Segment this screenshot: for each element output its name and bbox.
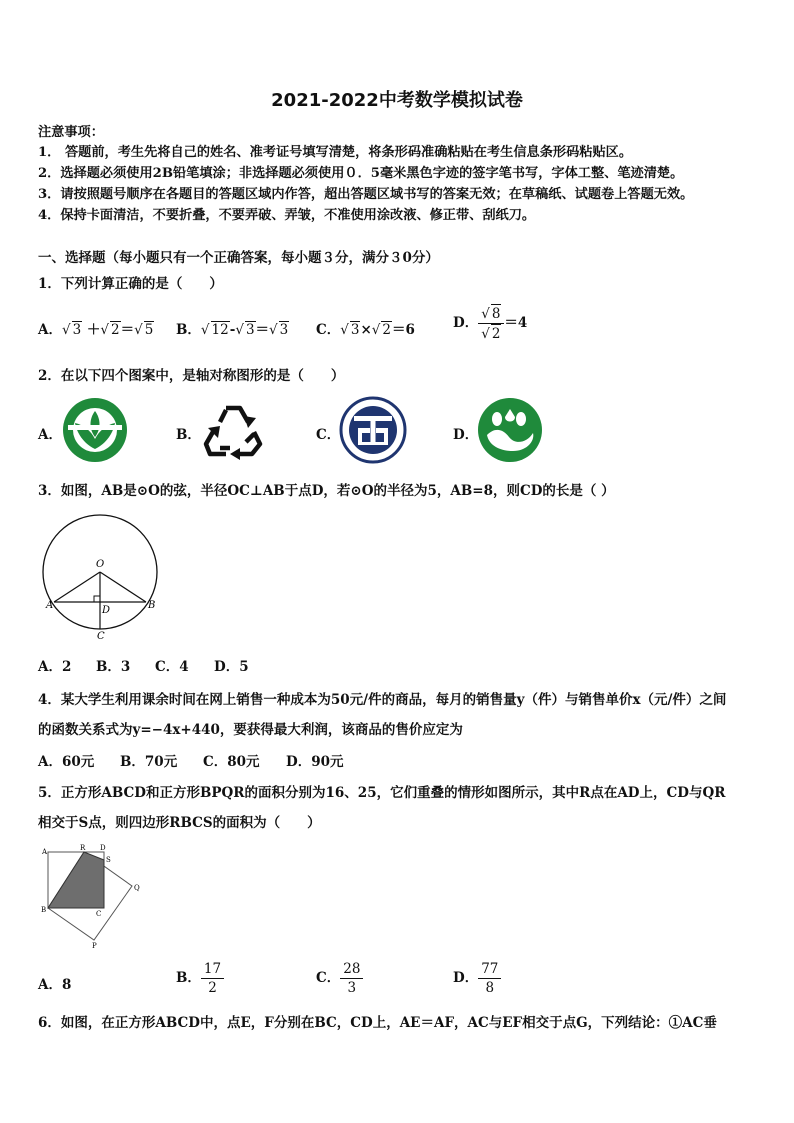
q5-label-d: D — [100, 844, 106, 852]
q3-option-d: D．5 — [214, 659, 249, 675]
recycle-icon — [200, 398, 266, 460]
q5-line-1: 5．正方形ABCD和正方形BPQR的面积分别为16、25，它们重叠的情形如图所示，其中R点在AD上，CD与QR — [38, 785, 726, 801]
notice-item-3: 3．请按照题号顺序在各题目的答题区域内作答，超出答题区域书写的答案无效；在草稿纸、试题卷上答题无效。 — [38, 187, 694, 202]
q3-option-a: A．2 — [38, 659, 72, 675]
q3-option-c: C．4 — [155, 659, 189, 675]
q3-circle-figure — [38, 510, 162, 642]
q2-label-c: C． — [316, 427, 341, 443]
green-food-emblem-icon — [62, 397, 128, 463]
q3-stem: 3．如图，AB是⊙O的弦，半径OC⊥AB于点D，若⊙O的半径为5，AB=8，则CD的长是（ ） — [38, 483, 615, 499]
q5-label-q: Q — [134, 884, 140, 892]
q4-line-2: 的函数关系式为y=−4x+440，要获得最大利润，该商品的售价应定为 — [38, 722, 463, 738]
q4-option-c: C．80元 — [203, 754, 260, 770]
q3-label-d: D — [102, 605, 111, 616]
q3-label-b: B — [148, 600, 156, 611]
notice-item-1: 1． 答题前，考生先将自己的姓名、准考证号填写清楚，将条形码准确粘贴在考生信息条形码粘贴区。 — [38, 145, 633, 160]
q5-label-a: A — [42, 848, 48, 856]
q1-option-c: C．√ 3×√ 2＝6 — [316, 322, 415, 338]
water-emblem-icon — [477, 397, 543, 463]
q3-label-o: O — [96, 559, 105, 570]
q1-option-a: A．√ 3 ＋√ 2＝√ 5 — [38, 322, 154, 338]
q5-label-p: P — [92, 942, 97, 950]
notice-item-4: 4．保持卡面清洁，不要折叠，不要弄破、弄皱，不准使用涂改液、修正带、刮纸刀。 — [38, 208, 536, 223]
q5-option-a: A．8 — [38, 977, 72, 993]
ring-emblem-icon — [339, 396, 407, 464]
q2-stem: 2．在以下四个图案中，是轴对称图形的是（ ） — [38, 368, 345, 384]
q4-option-d: D．90元 — [286, 754, 344, 770]
q5-squares-figure — [38, 842, 150, 950]
page-title: 2021-2022中考数学模拟试卷 — [271, 90, 523, 111]
q1-option-b: B．√ 12-√ 3＝√ 3 — [176, 322, 289, 338]
q5-label-r: R — [80, 844, 86, 852]
notice-item-2: 2．选择题必须使用2B铅笔填涂；非选择题必须使用０．5毫米黑色字迹的签字笔书写，字体工整、笔迹清楚。 — [38, 166, 684, 181]
q5-option-d: D． $\frac{77}{8}$ — [453, 960, 501, 997]
notice-heading: 注意事项： — [38, 125, 104, 140]
section-heading: 一、选择题（每小题只有一个正确答案，每小题３分，满分３0分） — [38, 250, 439, 266]
q5-label-c: C — [96, 910, 102, 918]
q5-label-b: B — [41, 906, 47, 914]
q1-option-d: D． $\frac{√ 8}{√ 2}$ ＝4 — [453, 306, 528, 342]
q6-line-1: 6．如图，在正方形ABCD中，点E，F分别在BC，CD上，AE＝AF，AC与EF相交于点G，下列结论：①AC垂 — [38, 1015, 717, 1031]
q4-line-1: 4．某大学生利用课余时间在网上销售一种成本为50元/件的商品，每月的销售量y（件）与销售单价x（元/件）之间 — [38, 692, 727, 708]
q2-label-b: B． — [176, 427, 201, 443]
q5-line-2: 相交于S点，则四边形RBCS的面积为（ ） — [38, 815, 321, 831]
q4-option-b: B．70元 — [120, 754, 178, 770]
q2-label-a: A． — [38, 427, 62, 443]
q1-stem: 1．下列计算正确的是（ ） — [38, 276, 223, 292]
q3-option-b: B．3 — [96, 659, 131, 675]
q2-label-d: D． — [453, 427, 479, 443]
q3-label-a: A — [46, 600, 54, 611]
q4-option-a: A．60元 — [38, 754, 95, 770]
q5-option-c: C． $\frac{28}{3}$ — [316, 960, 363, 997]
q3-label-c: C — [97, 631, 105, 642]
q5-label-s: S — [106, 856, 111, 864]
q5-option-b: B． $\frac{17}{2}$ — [176, 960, 224, 997]
